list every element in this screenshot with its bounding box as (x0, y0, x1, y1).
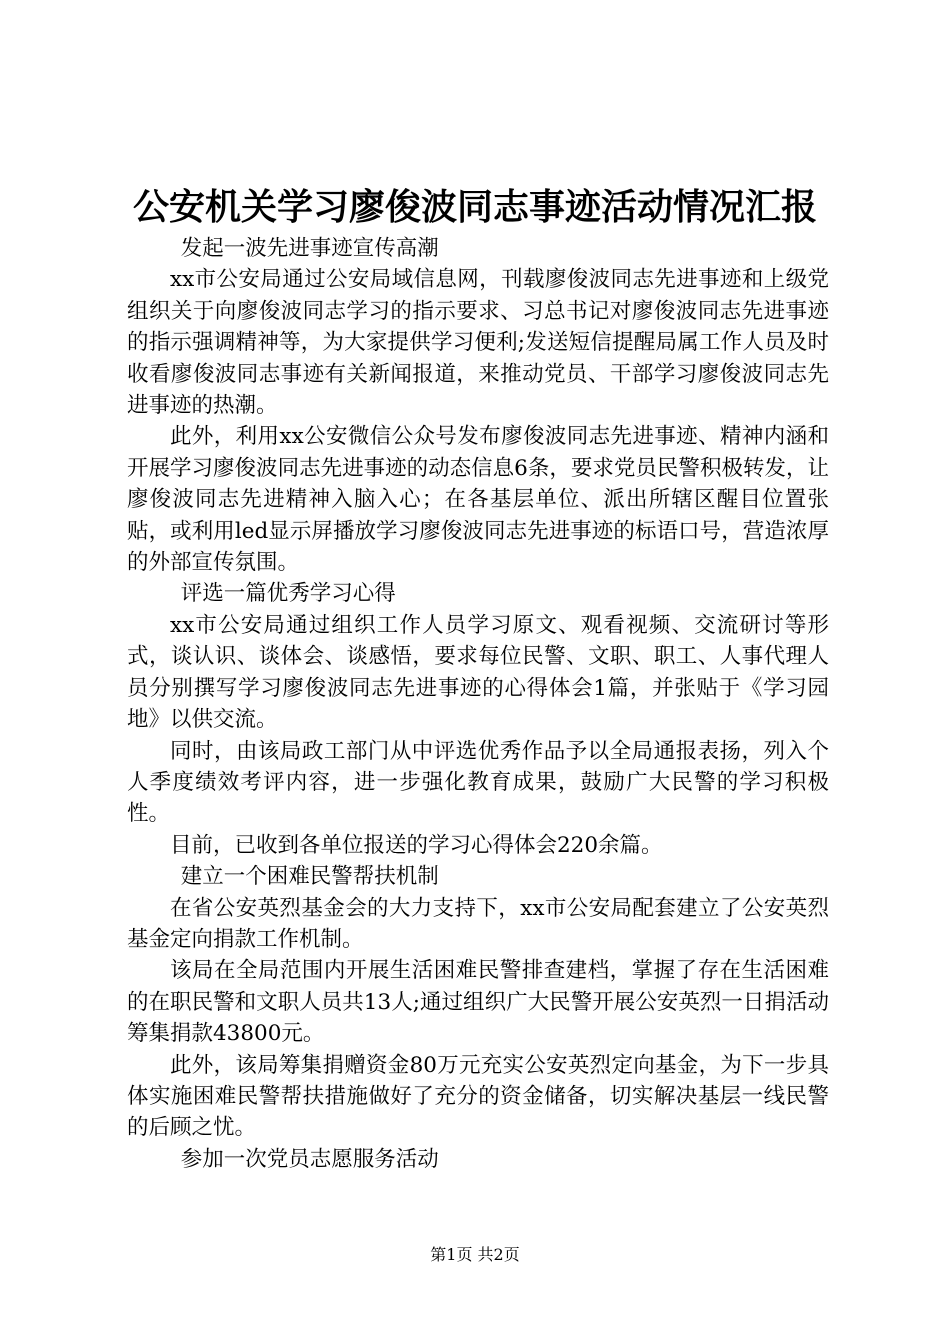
body-paragraph: 该局在全局范围内开展生活困难民警排查建档，掌握了存在生活困难的在职民警和文职人员共13人;通过组织广大民警开展公安英烈一日捐活动筹集捐款43800元。 (127, 958, 829, 1047)
body-paragraph: 同时，由该局政工部门从中评选优秀作品予以全局通报表扬，列入个人季度绩效考评内容，进一步强化教育成果，鼓励广大民警的学习积极性。 (127, 738, 829, 827)
section-heading-assistance: 建立一个困难民警帮扶机制 (180, 864, 439, 890)
document-title: 公安机关学习廖俊波同志事迹活动情况汇报 (132, 186, 817, 228)
document-body (127, 233, 829, 1175)
body-paragraph: 在省公安英烈基金会的大力支持下，xx市公安局配套建立了公安英烈基金定向捐款工作机制。 (127, 895, 829, 952)
body-paragraph: 此外，利用xx公安微信公众号发布廖俊波同志先进事迹、精神内涵和开展学习廖俊波同志先进事迹的动态信息6条，要求党员民警积极转发，让廖俊波同志先进精神入脑入心；在各基层单位、派出所辖区醒目位置张贴，或利用led显示屏播放学习廖俊波同志先进事迹的标语口号，营造浓厚的外部宣传氛围。 (127, 424, 829, 576)
section-heading-study-notes: 评选一篇优秀学习心得 (180, 581, 396, 607)
body-paragraph: 此外，该局筹集捐赠资金80万元充实公安英烈定向基金，为下一步具体实施困难民警帮扶措施做好了充分的资金储备，切实解决基层一线民警的后顾之忧。 (127, 1052, 829, 1141)
section-heading-publicity: 发起一波先进事迹宣传高潮 (180, 236, 439, 261)
page-footer: 第1页 共2页 (430, 1245, 520, 1264)
section-heading-volunteer: 参加一次党员志愿服务活动 (180, 1146, 439, 1172)
body-paragraph: xx市公安局通过组织工作人员学习原文、观看视频、交流研讨等形式，谈认识、谈体会、谈感悟，要求每位民警、文职、职工、人事代理人员分别撰写学习廖俊波同志先进事迹的心得体会1篇，并张贴于《学习园地》以供交流。 (127, 612, 829, 733)
body-paragraph: 目前，已收到各单位报送的学习心得体会220余篇。 (170, 832, 663, 858)
body-paragraph: xx市公安局通过公安局域信息网，刊载廖俊波同志先进事迹和上级党组织关于向廖俊波同志学习的指示要求、习总书记对廖俊波同志先进事迹的指示强调精神等，为大家提供学习便利;发送短信提醒局属工作人员及时收看廖俊波同志事迹有关新闻报道，来推动党员、干部学习廖俊波同志先进事迹的热潮。 (127, 267, 829, 419)
